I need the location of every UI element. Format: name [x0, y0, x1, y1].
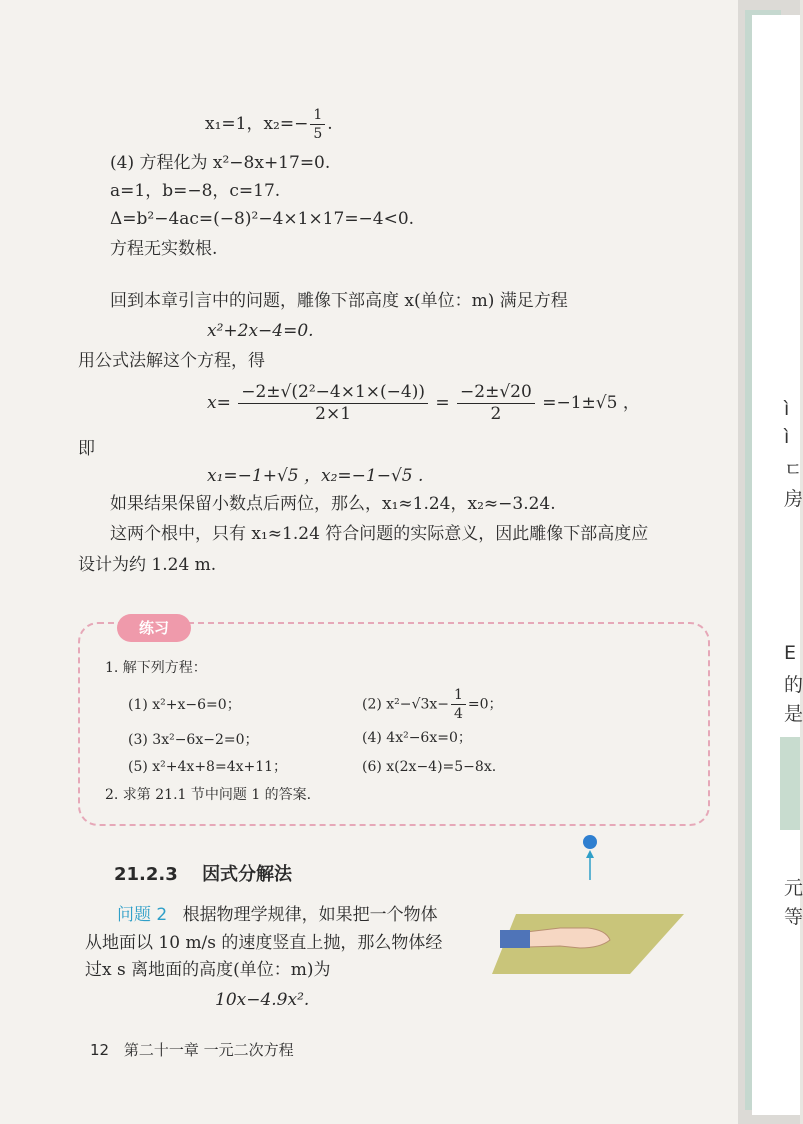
edge-glyph: 房	[784, 488, 803, 510]
edge-glyph: ì	[784, 426, 790, 448]
edge-glyph: 等	[784, 906, 803, 928]
previous-roots: x₁=1，x₂=− $\frac{1}{5}$ .	[205, 107, 333, 142]
section-heading	[114, 860, 292, 886]
page-number: 12	[90, 1041, 110, 1059]
part4-conclusion: 方程无实数根.	[110, 239, 218, 259]
problem-line-3: 过x s 离地面的高度(单位：m)为	[85, 960, 331, 980]
hand-icon	[526, 928, 610, 948]
page-footer	[90, 1043, 294, 1058]
intro-equation: x²+2x−4=0.	[207, 321, 314, 341]
exercise-item-4: (4) 4x²−6x=0；	[362, 730, 472, 746]
problem-line-1: 问题 2 根据物理学规律，如果把一个物体	[117, 905, 438, 925]
exercise-q1: 1. 解下列方程：	[105, 660, 207, 676]
part4-header: (4) 方程化为 x²−8x+17=0.	[110, 153, 331, 173]
edge-glyph: E	[784, 642, 797, 664]
next-page-inner	[752, 15, 803, 1115]
edge-glyph: 元	[784, 877, 803, 899]
part4-coefficients: a=1，b=−8，c=17.	[110, 181, 281, 201]
problem-line-2: 从地面以 10 m/s 的速度竖直上抛，那么物体经	[85, 933, 443, 953]
exercise-item-1: (1) x²+x−6=0；	[128, 697, 241, 713]
meaning-line-1: 这两个根中，只有 x₁≈1.24 符合问题的实际意义，因此雕像下部高度应	[110, 524, 649, 544]
section-title: 因式分解法	[202, 864, 293, 885]
section-number: 21.2.3	[114, 864, 178, 885]
ji-label: 即	[78, 439, 95, 459]
exercise-item-5: (5) x²+4x+8=4x+11；	[128, 759, 288, 775]
approx-line: 如果结果保留小数点后两位，那么，x₁≈1.24，x₂≈−3.24.	[110, 494, 556, 514]
exercise-item-3: (3) 3x²−6x−2=0；	[128, 732, 259, 748]
problem-label: 问题 2	[117, 905, 168, 925]
quadratic-formula-line: x= $\frac{\text{−2±√(2²−4×1×(−4))}}{2\times 1}$ = $\frac{-2\pm√20}{2}$ =−1±√5 ，	[207, 382, 640, 424]
edge-glyph: 是	[784, 703, 803, 725]
meaning-line-2: 设计为约 1.24 m.	[78, 555, 217, 575]
exercise-item-6: (6) x(2x−4)=5−8x.	[362, 759, 497, 775]
intro-text: 回到本章引言中的问题，雕像下部高度 x(单位：m) 满足方程	[110, 291, 568, 311]
thrown-ball-illustration	[488, 832, 688, 977]
edge-glyph: 的	[784, 674, 803, 696]
edge-glyph: ì	[784, 398, 790, 420]
exercise-item-2: (2) x²−√3x− $\frac{1}{4}$ =0；	[362, 687, 503, 722]
exercise-q2: 2. 求第 21.1 节中问题 1 的答案.	[105, 787, 312, 803]
ball-icon	[583, 835, 597, 849]
next-page-green-band	[780, 737, 800, 830]
part4-discriminant: Δ=b²−4ac=(−8)²−4×1×17=−4<0.	[110, 209, 415, 229]
roots-line: x₁=−1+√5 ，x₂=−1−√5 .	[207, 466, 424, 486]
sleeve-icon	[500, 930, 530, 948]
use-formula-text: 用公式法解这个方程，得	[78, 351, 265, 371]
exercise-tag: 练习	[117, 614, 191, 642]
height-formula: 10x−4.9x².	[215, 990, 310, 1010]
chapter-title: 第二十一章 一元二次方程	[123, 1041, 294, 1059]
edge-glyph: ㄷ	[784, 459, 803, 481]
